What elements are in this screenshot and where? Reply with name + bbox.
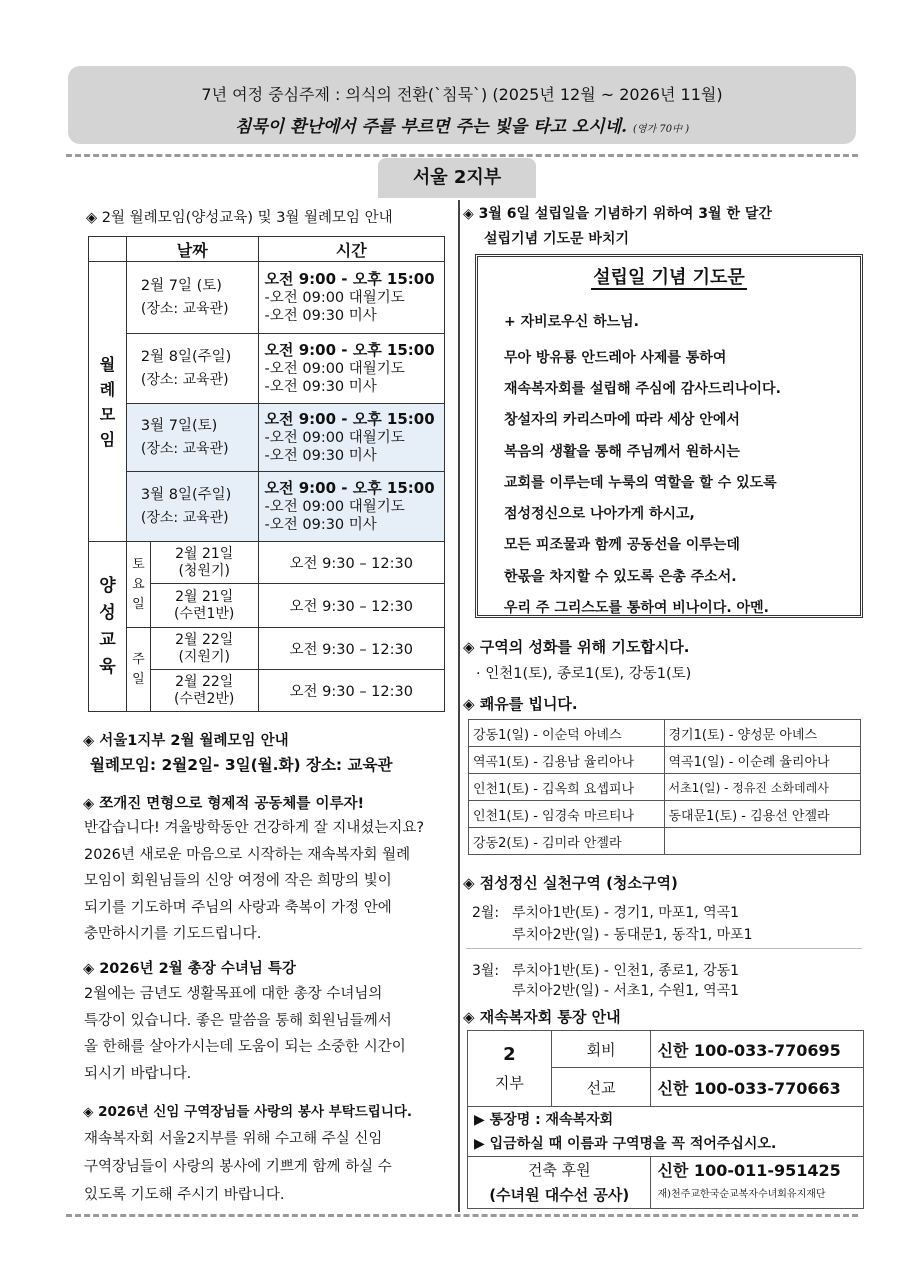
table-row [89, 262, 445, 334]
table-row [89, 334, 445, 404]
prayer-line: 복음의 생활을 통해 주님께서 원하시는 [504, 444, 740, 460]
divider-bottom [66, 1214, 858, 1217]
leaders-text: 재속복자회 서울2지부를 위해 수고해 주실 신임 구역장님들이 사랑의 봉사에 기쁘게 함께 하실 수 있도록 기도해 주시기 바랍니다. [84, 1131, 392, 1203]
monthly-label: 월 례 모 임 [89, 262, 127, 542]
col-date: 날짜 [126, 237, 258, 262]
theme-verse-source: (영가 70中 ) [632, 124, 690, 135]
practice-feb-1: 루치아1반(토) - 경기1, 마포1, 역곡1 [512, 905, 740, 921]
table-row [89, 404, 445, 472]
formation-date: 2월 21일 (청원기) [150, 542, 258, 584]
table-row [89, 542, 445, 584]
table-row [468, 1031, 864, 1068]
table-row [469, 720, 861, 747]
practice-divider [466, 948, 862, 949]
practice-heading: ◈ 점성정신 실천구역 (청소구역) [463, 874, 678, 892]
practice-mar-2: 루치아2반(일) - 서초1, 수원1, 역곡1 [512, 983, 740, 999]
divider-top [66, 154, 858, 157]
practice-feb-2: 루치아2반(일) - 동대문1, 동작1, 마포1 [512, 927, 753, 943]
monthly-time: 오전 9:00 - 오후 15:00 -오전 09:00 대월기도 -오전 09:30 미사 [258, 404, 444, 472]
healing-entry: 경기1(토) - 양성문 아녜스 [664, 720, 861, 747]
formation-date: 2월 22일 (지원기) [150, 628, 258, 670]
practice-mar-1: 루치아1반(토) - 인천1, 종로1, 강동1 [512, 963, 740, 979]
section-title: 서울 2지부 [378, 158, 536, 198]
table-row [468, 1157, 864, 1209]
healing-entry: 서초1(일) - 정유진 소화데레사 [664, 774, 861, 801]
table-row [468, 1107, 864, 1157]
monthly-time: 오전 9:00 - 오후 15:00 -오전 09:00 대월기도 -오전 09:30 미사 [258, 262, 444, 334]
prayer-line: 모든 피조물과 함께 공동선을 이루는데 [504, 537, 740, 553]
monthly-date: 2월 7일 (토) (장소: 교육관) [126, 262, 258, 334]
table-header-row [89, 237, 445, 262]
prayer-line: 교회를 이루는데 누룩의 역할을 할 수 있도록 [504, 475, 777, 491]
schedule-table [88, 236, 445, 712]
theme-verse [68, 112, 856, 137]
dues-account: 신한 100-033-770695 [651, 1031, 864, 1068]
prayer-line: + 자비로우신 하느님. [504, 314, 639, 330]
prayer-line: 무아 방유룡 안드레아 사제를 통하여 [504, 350, 727, 366]
day-saturday: 토 요 일 [126, 542, 150, 628]
anniversary-subheading: 설립기념 기도문 바치기 [484, 231, 629, 247]
mission-account: 신한 100-033-770663 [651, 1068, 864, 1107]
schedule-heading: ◈ 2월 월례모임(양성교육) 및 3월 월례모임 안내 [86, 210, 393, 226]
healing-entry: 강동2(토) - 김미라 안젤라 [469, 828, 665, 855]
formation-time: 오전 9:30 – 12:30 [258, 670, 444, 712]
prayer-line: 우리 주 그리스도를 통하여 비나이다. 아멘. [504, 600, 769, 616]
prayer-line: 창설자의 카리스마에 따라 세상 안에서 [504, 412, 740, 428]
account-notes: ▶ 통장명 : 재속복자회 ▶ 입금하실 때 이름과 구역명을 꼭 적어주십시오. [468, 1107, 864, 1157]
practice-feb-label: 2월: [472, 905, 500, 921]
healing-entry: 인천1(토) - 임경숙 마르티나 [469, 801, 665, 828]
theme-verse-text: 침묵이 환난에서 주를 부르면 주는 빛을 타고 오시네. [234, 117, 628, 137]
table-row [469, 774, 861, 801]
prayer-box [475, 254, 863, 618]
healing-entry [664, 828, 861, 855]
theme-line: 7년 여정 중심주제 : 의식의 전환(`침묵`) (2025년 12월 ~ 2026년 11월) [201, 85, 723, 104]
healing-heading: ◈ 쾌유를 빕니다. [463, 695, 578, 713]
prayer-title: 설립일 기념 기도문 [593, 267, 745, 288]
table-row [89, 628, 445, 670]
monthly-date: 2월 8일(주일) (장소: 교육관) [126, 334, 258, 404]
mission-label: 선교 [551, 1068, 651, 1107]
formation-time: 오전 9:30 – 12:30 [258, 584, 444, 628]
prayer-line: 점성정신으로 나아가게 하시고, [504, 506, 695, 522]
day-sunday: 주 일 [126, 628, 150, 712]
monthly-time: 오전 9:00 - 오후 15:00 -오전 09:00 대월기도 -오전 09:30 미사 [258, 334, 444, 404]
healing-table [468, 719, 861, 855]
monthly-date: 3월 7일(토) (장소: 교육관) [126, 404, 258, 472]
formation-time: 오전 9:30 – 12:30 [258, 628, 444, 670]
building-label: 건축 후원 (수녀원 대수선 공사) [468, 1157, 651, 1209]
formation-label: 양 성 교 육 [89, 542, 127, 712]
building-account: 신한 100-011-951425 재)천주교한국순교복자수녀회유지재단 [651, 1157, 864, 1209]
healing-entry: 동대문1(토) - 김용선 안젤라 [664, 801, 861, 828]
account-heading: ◈ 재속복자회 통장 안내 [463, 1008, 621, 1026]
community-heading: ◈ 쪼개진 면형으로 형제적 공동체를 이루자! [83, 796, 365, 812]
formation-time: 오전 9:30 – 12:30 [258, 542, 444, 584]
formation-date: 2월 22일 (수련2반) [150, 670, 258, 712]
community-text: 반갑습니다! 겨울방학동안 건강하게 잘 지내셨는지요? 2026년 새로운 마음으로 시작하는 재속복자회 월례 모임이 회원님들의 신앙 여정에 작은 희망의 빛이 되기를 기도하며 주님의 사랑과 축복이 가정 안에 충만하시기를 기도드립니다. [84, 820, 425, 942]
sanctify-districts: · 인천1(토), 종로1(토), 강동1(토) [476, 666, 692, 682]
dues-label: 회비 [551, 1031, 651, 1068]
leaders-heading: ◈ 2026년 신임 구역장님들 사랑의 봉사 부탁드립니다. [83, 1104, 413, 1120]
monthly-time: 오전 9:00 - 오후 15:00 -오전 09:00 대월기도 -오전 09:30 미사 [258, 472, 444, 542]
prayer-line: 한몫을 차지할 수 있도록 은총 주소서. [504, 569, 737, 585]
lecture-heading: ◈ 2026년 2월 총장 수녀님 특강 [83, 961, 296, 977]
table-row [469, 828, 861, 855]
column-divider [458, 200, 460, 1212]
table-row [89, 472, 445, 542]
table-row [469, 801, 861, 828]
theme-banner [68, 66, 856, 144]
anniversary-heading: ◈ 3월 6일 설립일을 기념하기 위하여 3월 한 달간 [463, 206, 772, 222]
account-table [467, 1030, 864, 1209]
col-time: 시간 [258, 237, 444, 262]
seoul1-heading: ◈ 서울1지부 2월 월례모임 안내 [83, 733, 289, 749]
healing-entry: 강동1(일) - 이순덕 아녜스 [469, 720, 665, 747]
monthly-date: 3월 8일(주일) (장소: 교육관) [126, 472, 258, 542]
practice-mar-label: 3월: [472, 963, 500, 979]
seoul1-info: 월례모임: 2월2일- 3일(월.화) 장소: 교육관 [90, 756, 393, 774]
table-row [469, 747, 861, 774]
sanctify-heading: ◈ 구역의 성화를 위해 기도합시다. [463, 638, 690, 656]
prayer-line: 재속복자회를 설립해 주심에 감사드리나이다. [504, 381, 781, 397]
healing-entry: 역곡1(토) - 김용남 율리아나 [469, 747, 665, 774]
branch-cell: 2 지부 [468, 1031, 552, 1107]
healing-entry: 인천1(토) - 김옥희 요셉피나 [469, 774, 665, 801]
formation-date: 2월 21일 (수련1반) [150, 584, 258, 628]
lecture-text: 2월에는 금년도 생활목표에 대한 총장 수녀님의 특강이 있습니다. 좋은 말씀을 통해 회원님들께서 올 한해를 살아가시는데 도움이 되는 소중한 시간이 되시기 바랍니다. [84, 986, 406, 1082]
healing-entry: 역곡1(일) - 이순례 율리아나 [664, 747, 861, 774]
